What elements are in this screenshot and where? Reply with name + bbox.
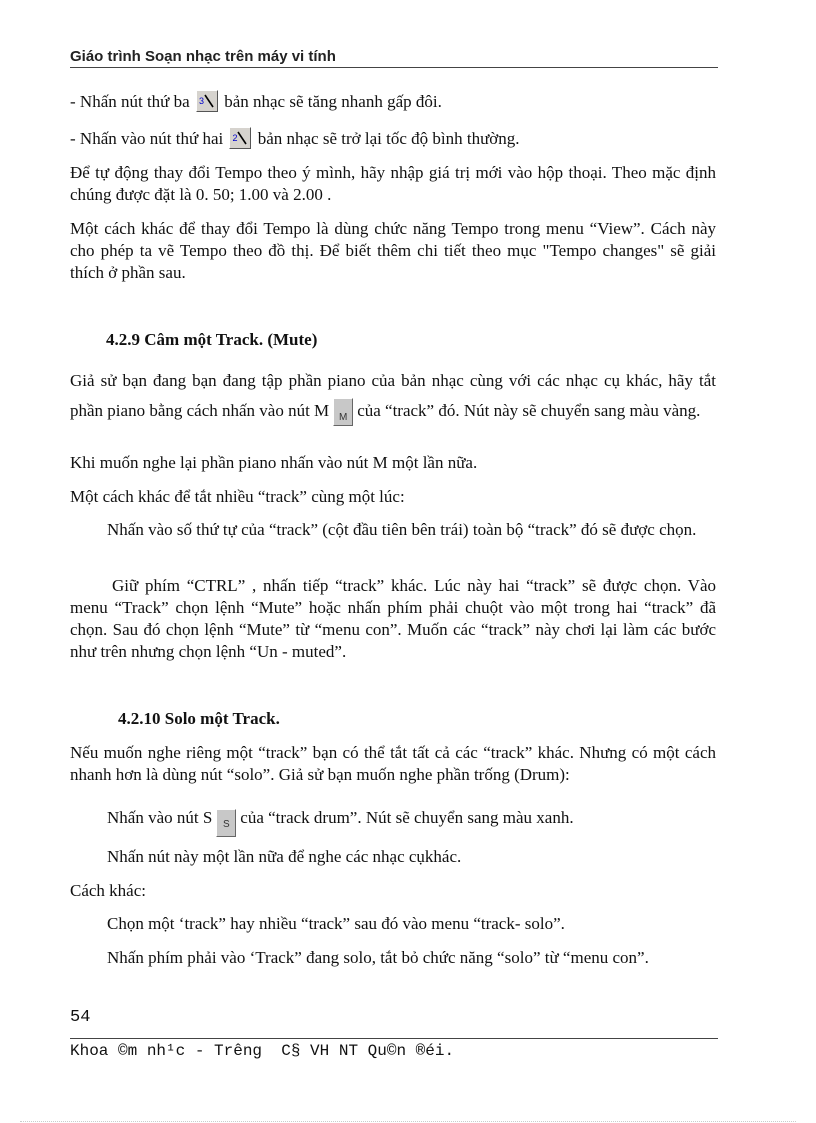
mute-paragraph-2: Khi muốn nghe lại phần piano nhấn vào nút M một lần nữa. — [70, 453, 478, 472]
tempo-line-third-button: - Nhấn nút thứ ba 3 bản nhạc sẽ tăng nhanh gấp đôi. — [70, 92, 442, 111]
tempo-x1-icon: 2 — [229, 127, 251, 149]
diagonal-arrow-icon — [204, 94, 214, 108]
solo-button-icon: S — [216, 809, 236, 837]
mute-paragraph-3: Một cách khác để tắt nhiều “track” cùng một lúc: — [70, 487, 405, 506]
solo-paragraph-5: Chọn một ‘track” hay nhiều “track” sau đó vào menu “track- solo”. — [107, 914, 565, 933]
tempo-paragraph-1: Để tự động thay đổi Tempo theo ý mình, hãy nhập giá trị mới vào hộp thoại. Theo mặc định chúng được đặt là 0. 50; 1.00 và 2.00 . — [70, 163, 716, 204]
footer-divider — [70, 1038, 718, 1039]
mute-paragraph-5: Giữ phím “CTRL” , nhấn tiếp “track” khác. Lúc này hai “track” sẽ được chọn. Vào menu “Track” chọn lệnh “Mute” hoặc nhấn phím phải chuột vào một trong hai “track” đã chọn. Sau đó chọn lệnh “Mute” từ “menu con”. Muốn các “track” này chơi lại làm các bước như trên nhưng chọn lệnh “Un - muted”. — [70, 576, 716, 661]
tempo-line-second-button: - Nhấn vào nút thứ hai 2 bản nhạc sẽ trở lại tốc độ bình thường. — [70, 129, 520, 148]
page-number: 54 — [70, 1008, 91, 1027]
tempo-x2-icon: 3 — [196, 90, 218, 112]
section-heading-solo: 4.2.10 Solo một Track. — [118, 709, 280, 728]
section-heading-mute: 4.2.9 Câm một Track. (Mute) — [106, 330, 318, 349]
mute-button-icon: M — [333, 398, 353, 426]
mute-paragraph-4: Nhấn vào số thứ tự của “track” (cột đầu tiên bên trái) toàn bộ “track” đó sẽ được chọn. — [107, 520, 697, 539]
solo-paragraph-4: Cách khác: — [70, 881, 146, 900]
page-bottom-edge — [20, 1121, 796, 1122]
solo-paragraph-2: Nhấn vào nút S S của “track drum”. Nút sẽ chuyển sang màu xanh. — [107, 807, 716, 837]
solo-paragraph-1: Nếu muốn nghe riêng một “track” bạn có thể tắt tất cả các “track” khác. Nhưng có một cách nhanh hơn là dùng nút “solo”. Giả sử bạn muốn nghe phần trống (Drum): — [70, 743, 716, 784]
mute-paragraph-1: Giả sử bạn đang bạn đang tập phần piano của bản nhạc cùng với các nhạc cụ khác, hãy tắt phần piano bằng cách nhấn vào nút M M của “track” đó. Nút này sẽ chuyển sang màu vàng. — [70, 366, 716, 426]
running-header: Giáo trình Soạn nhạc trên máy vi tính — [70, 48, 718, 68]
diagonal-arrow-icon — [237, 131, 247, 145]
tempo-paragraph-2: Một cách khác để thay đổi Tempo là dùng chức năng Tempo trong menu “View”. Cách này cho phép ta vẽ Tempo theo đồ thị. Để biết thêm chi tiết theo mục "Tempo changes" sẽ giải thích ở phần sau. — [70, 219, 716, 282]
solo-paragraph-6: Nhấn phím phải vào ‘Track” đang solo, tắt bỏ chức năng “solo” từ “menu con”. — [107, 948, 649, 967]
solo-paragraph-3: Nhấn nút này một lần nữa để nghe các nhạc cụkhác. — [107, 847, 462, 866]
running-footer: Khoa ©m nh¹c - Trêng C§ VH NT Qu©n ®éi. — [70, 1042, 455, 1060]
